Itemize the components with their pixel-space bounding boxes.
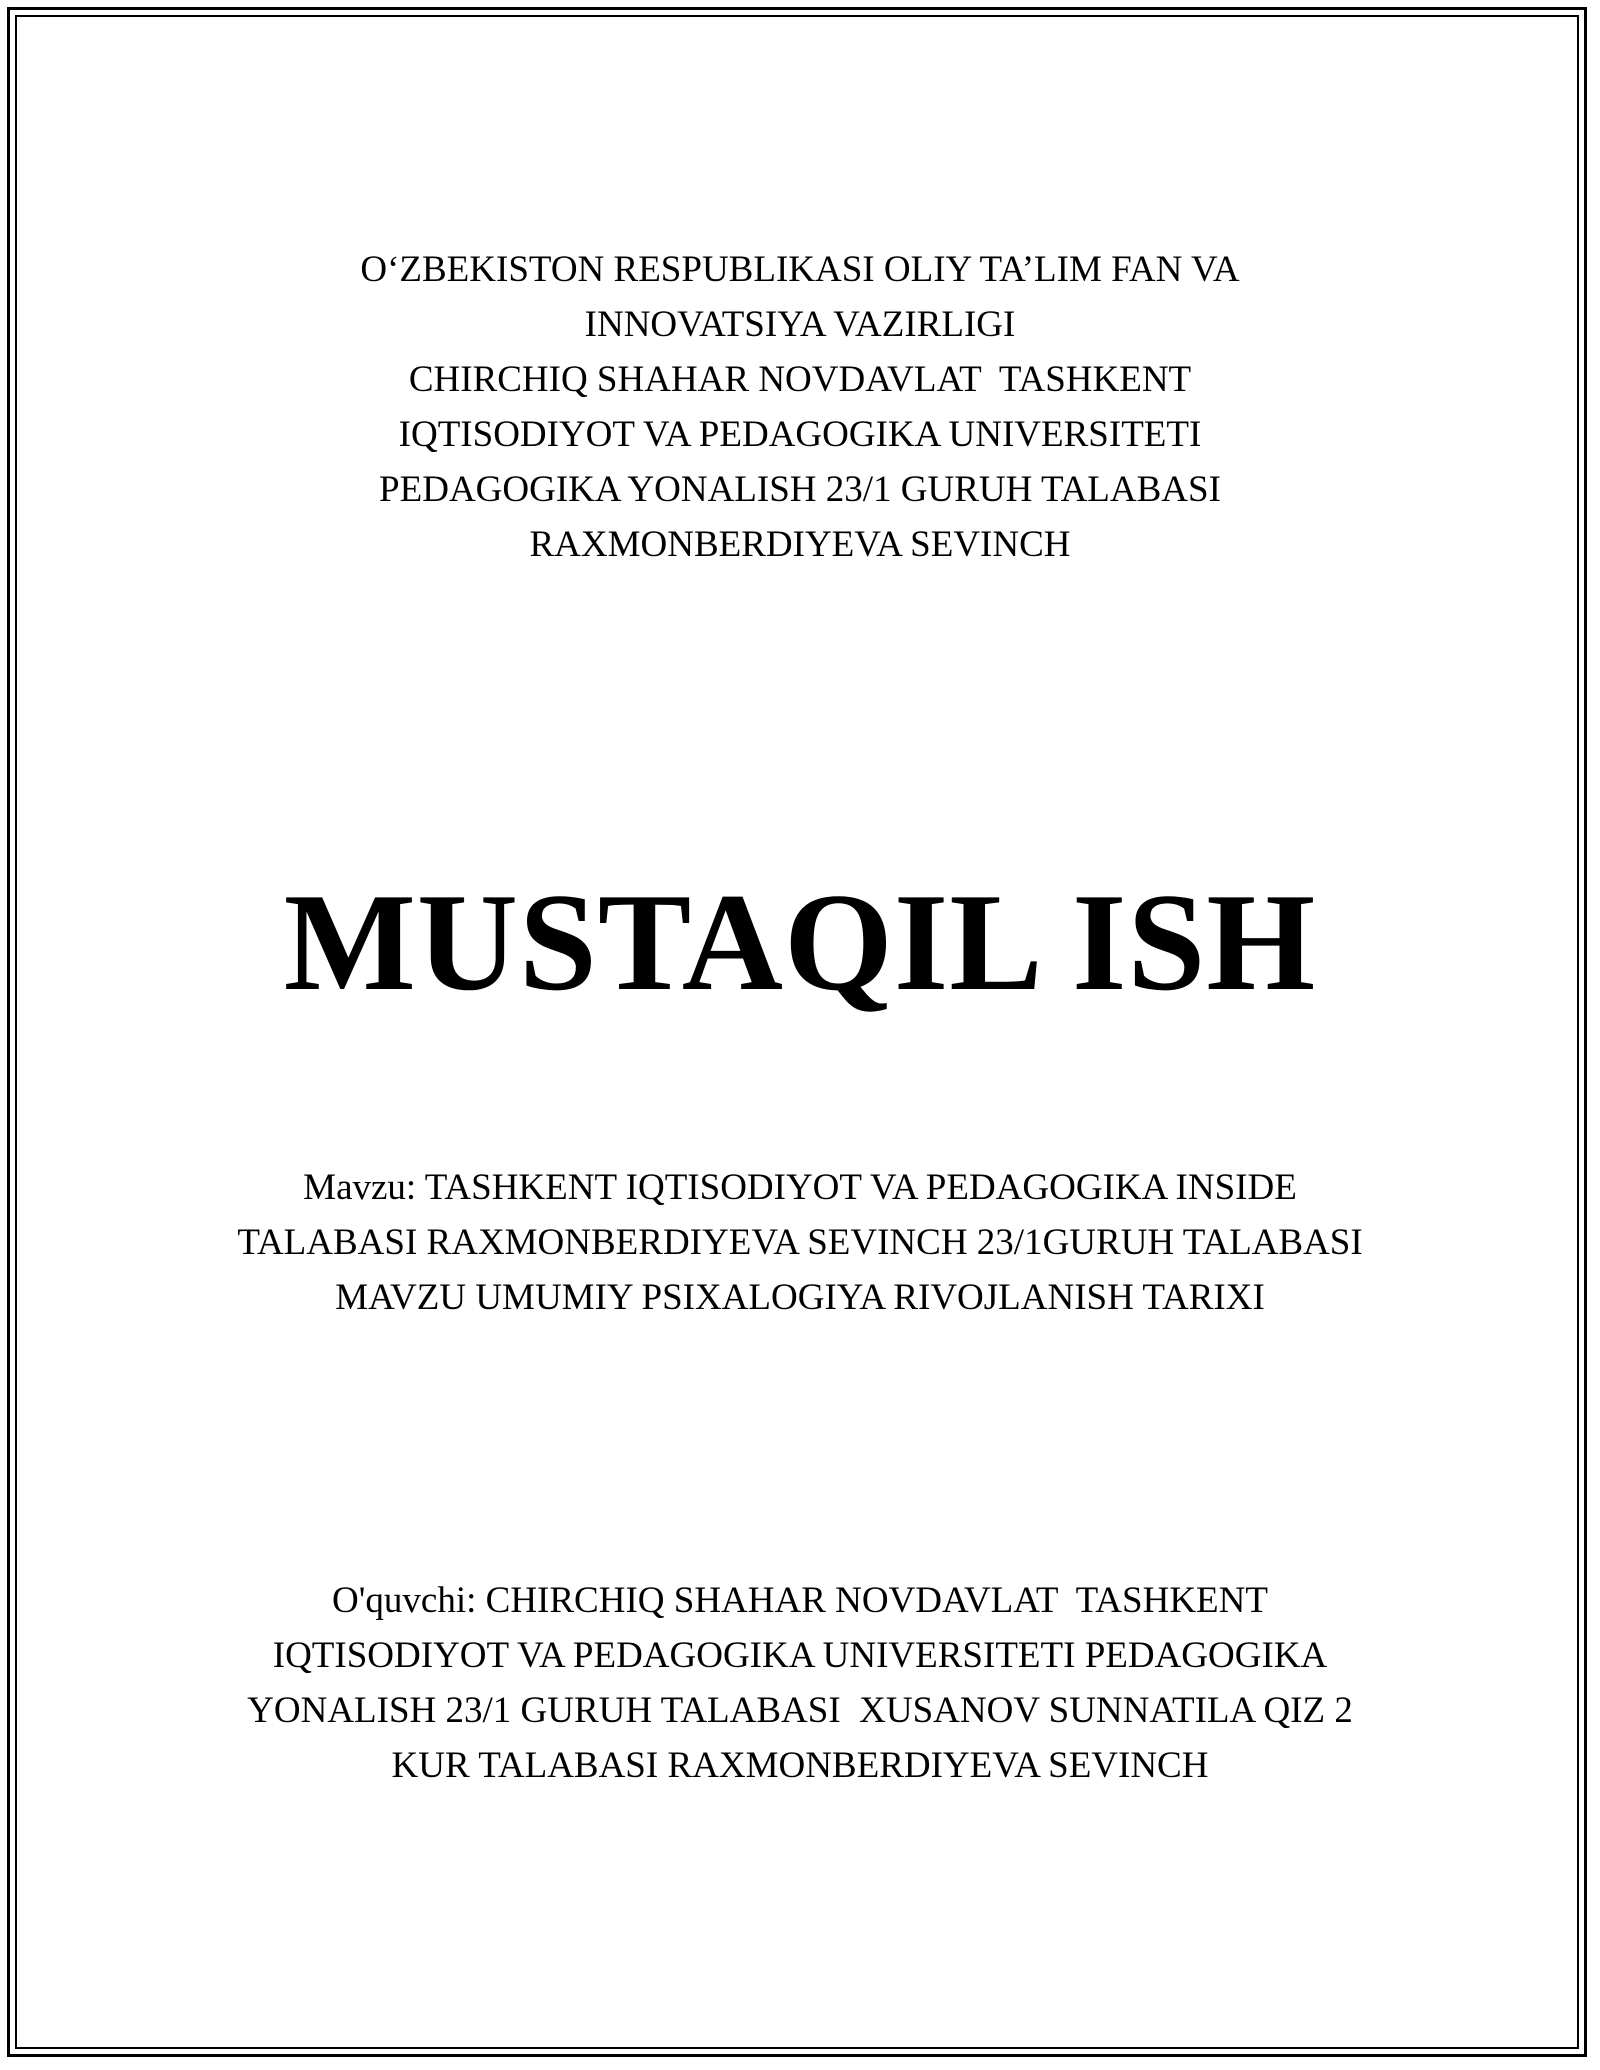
topic-line: MAVZU UMUMIY PSIXALOGIYA RIVOJLANISH TARIXI [335, 1277, 1265, 1318]
document-title-block [150, 858, 1450, 1028]
student-section [150, 1573, 1450, 1793]
student-line: O'quvchi: CHIRCHIQ SHAHAR NOVDAVLAT TASHKENT [332, 1580, 1268, 1621]
topic-section [150, 1160, 1450, 1325]
header-line: CHIRCHIQ SHAHAR NOVDAVLAT TASHKENT [408, 359, 1192, 400]
student-line: KUR TALABASI RAXMONBERDIYEVA SEVINCH [391, 1745, 1209, 1786]
student-line: YONALISH 23/1 GURUH TALABASI XUSANOV SUNNATILA QIZ 2 [247, 1690, 1353, 1731]
header-line: PEDAGOGIKA YONALISH 23/1 GURUH TALABASI [379, 469, 1221, 510]
header-line: IQTISODIYOT VA PEDAGOGIKA UNIVERSITETI [398, 414, 1202, 455]
header-line: O‘ZBEKISTON RESPUBLIKASI OLIY TA’LIM FAN VA [360, 249, 1240, 290]
student-line: IQTISODIYOT VA PEDAGOGIKA UNIVERSITETI PEDAGOGIKA [272, 1635, 1328, 1676]
header-line: RAXMONBERDIYEVA SEVINCH [529, 524, 1071, 565]
institution-header [150, 242, 1450, 572]
topic-line: TALABASI RAXMONBERDIYEVA SEVINCH 23/1GURUH TALABASI [237, 1222, 1363, 1263]
header-line: INNOVATSIYA VAZIRLIGI [584, 304, 1016, 345]
topic-line: Mavzu: TASHKENT IQTISODIYOT VA PEDAGOGIKA INSIDE [303, 1167, 1297, 1208]
document-title: MUSTAQIL ISH [283, 865, 1317, 1020]
